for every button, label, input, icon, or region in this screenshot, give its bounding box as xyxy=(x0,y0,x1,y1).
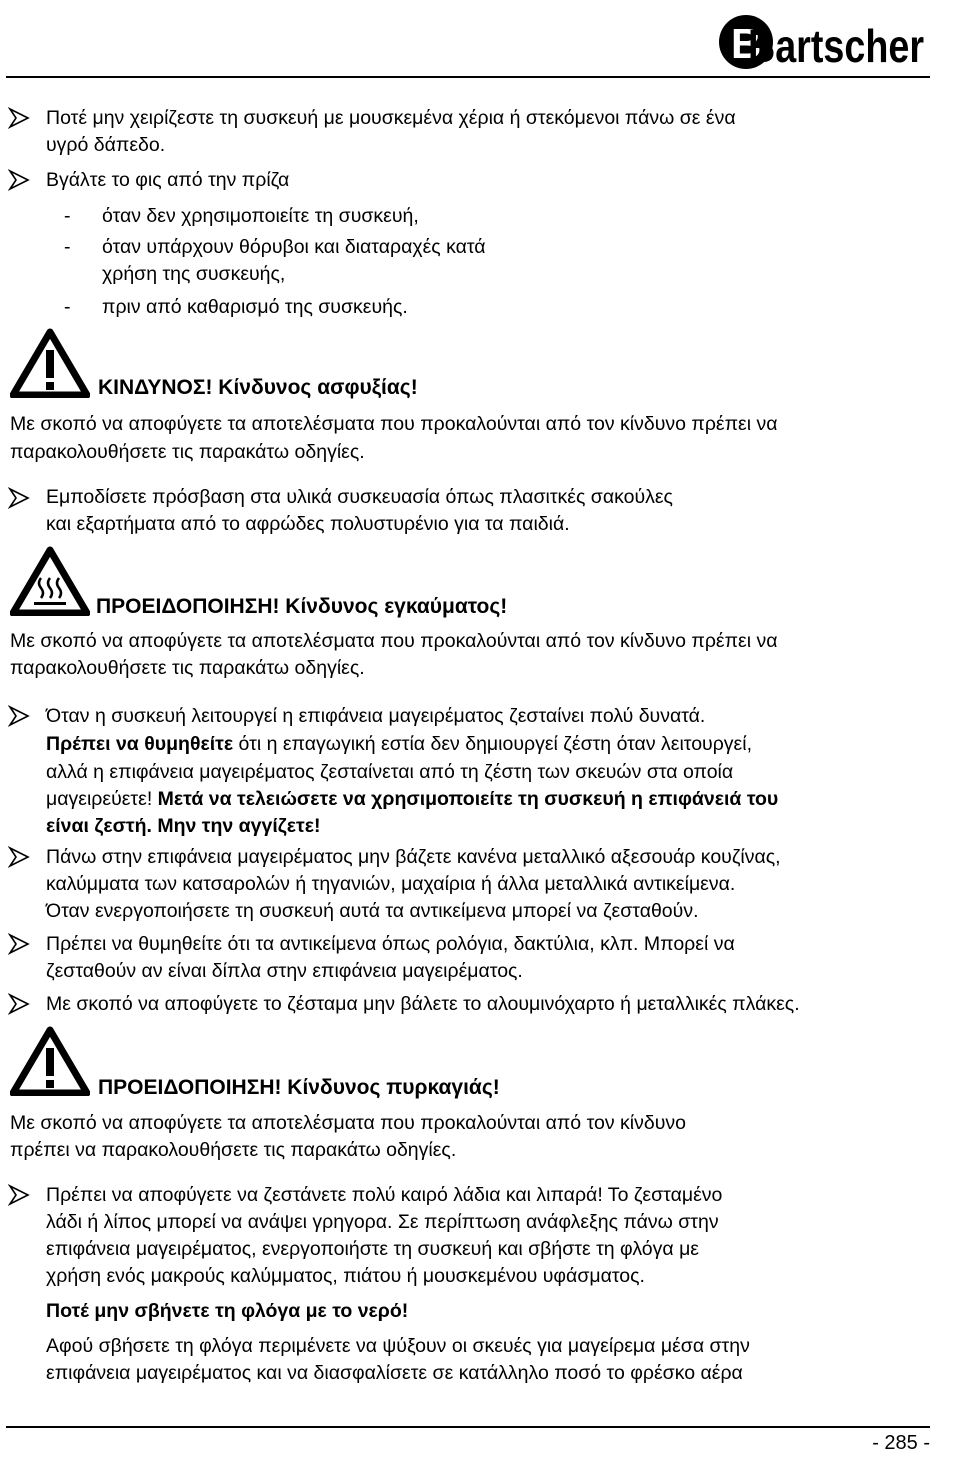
text-line: χρήση της συσκευής, xyxy=(102,263,286,285)
text-line: παρακολουθήσετε τις παρακάτω οδηγίες. xyxy=(10,657,365,679)
dash-marker: - xyxy=(64,296,71,318)
header-rule xyxy=(6,76,930,78)
text-line: Όταν ενεργοποιήσετε τη συσκευή αυτά τα αντικείμενα μπορεί να ζεσταθούν. xyxy=(46,900,699,922)
text-span: μαγειρεύετε! xyxy=(46,788,158,810)
text-line: Αφού σβήσετε τη φλόγα περιμένετε να ψύξουν οι σκευές για μαγείρεμα μέσα στην xyxy=(46,1335,750,1357)
text-line: Πρέπει να αποφύγετε να ζεστάνετε πολύ καιρό λάδια και λιπαρά! Το ζεσταμένο xyxy=(46,1184,723,1206)
text-line xyxy=(46,731,752,758)
text-line: επιφάνεια μαγειρέματος και να διασφαλίσετε σε κατάλληλο ποσό το φρέσκο αέρα xyxy=(46,1362,743,1384)
text-line: υγρό δάπεδο. xyxy=(46,134,166,156)
text-line: Όταν η συσκευή λειτουργεί η επιφάνεια μαγειρέματος ζεσταίνει πολύ δυνατά. xyxy=(46,705,706,727)
text-line: όταν δεν χρησιμοποιείτε τη συσκευή, xyxy=(102,205,419,227)
bold-line: Ποτέ μην σβήνετε τη φλόγα με το νερό! xyxy=(46,1300,409,1322)
text-line: αλλά η επιφάνεια μαγειρέματος ζεσταίνεται από τη ζέστη των σκευών στα οποία xyxy=(46,761,734,783)
text-line: όταν υπάρχουν θόρυβοι και διαταραχές κατά xyxy=(102,236,486,258)
text-line: επιφάνεια μαγειρέματος, ενεργοποιήστε τη συσκευή και σβήστε τη φλόγα με xyxy=(46,1238,700,1260)
bold-line: είναι ζεστή. Μην την αγγίζετε! xyxy=(46,815,321,837)
text-line: ζεσταθούν αν είναι δίπλα στην επιφάνεια μαγειρέματος. xyxy=(46,960,523,982)
text-line: Ποτέ μην χειρίζεστε τη συσκευή με μουσκεμένα χέρια ή στεκόμενοι πάνω σε ένα xyxy=(46,107,736,129)
arrow-bullet-icon xyxy=(8,169,30,191)
text-line: Με σκοπό να αποφύγετε τα αποτελέσματα που προκαλούνται από τον κίνδυνο πρέπει να xyxy=(10,630,778,652)
bold-text: Μετά να τελειώσετε να χρησιμοποιείτε τη συσκευή η επιφάνειά του xyxy=(157,788,779,810)
text-line: παρακολουθήσετε τις παρακάτω οδηγίες. xyxy=(10,441,365,463)
text-line: πρέπει να παρακολουθήσετε τις παρακάτω οδηγίες. xyxy=(10,1139,457,1161)
arrow-bullet-icon xyxy=(8,933,30,955)
text-line xyxy=(46,786,778,813)
arrow-bullet-icon xyxy=(8,846,30,868)
brand-text: Bartscher xyxy=(748,20,924,72)
burn-heading: ΠΡΟΕΙΔΟΠΟΙΗΣΗ! Κίνδυνος εγκαύματος! xyxy=(96,595,508,618)
arrow-bullet-icon xyxy=(8,107,30,129)
text-line: πριν από καθαρισμό της συσκευής. xyxy=(102,296,408,318)
text-line: Εμποδίσετε πρόσβαση στα υλικά συσκευασία όπως πλασιτκές σακούλες xyxy=(46,486,673,508)
arrow-bullet-icon xyxy=(8,705,30,727)
text-line: Πάνω στην επιφάνεια μαγειρέματος μην βάζετε κανένα μεταλλικό αξεσουάρ κουζίνας, xyxy=(46,846,781,868)
text-line: και εξαρτήματα από το αφρώδες πολυστυρένιο για τα παιδιά. xyxy=(46,513,570,535)
text-line: Με σκοπό να αποφύγετε τα αποτελέσματα που προκαλούνται από τον κίνδυνο πρέπει να xyxy=(10,413,778,435)
warning-triangle-icon xyxy=(10,328,90,398)
page-number: - 285 - xyxy=(872,1432,930,1454)
arrow-bullet-icon xyxy=(8,1184,30,1206)
text-line: χρήση ενός μακρούς καλύμματος, πιάτου ή μουσκεμένου υφάσματος. xyxy=(46,1265,645,1287)
fire-heading: ΠΡΟΕΙΔΟΠΟΙΗΣΗ! Κίνδυνος πυρκαγιάς! xyxy=(98,1076,500,1099)
footer-rule xyxy=(6,1426,930,1428)
warning-triangle-icon xyxy=(10,1026,90,1096)
text-line: Πρέπει να θυμηθείτε ότι τα αντικείμενα όπως ρολόγια, δακτύλια, κλπ. Μπορεί να xyxy=(46,933,735,955)
text-line: λάδι ή λίπος μπορεί να ανάψει γρηγορα. Σε περίπτωση ανάφλεξης πάνω στην xyxy=(46,1211,719,1233)
dash-marker: - xyxy=(64,236,71,258)
text-line: καλύμματα των κατσαρολών ή τηγανιών, μαχαίρια ή άλλα μεταλλικά αντικείμενα. xyxy=(46,873,736,895)
dash-marker: - xyxy=(64,205,71,227)
text-line: Με σκοπό να αποφύγετε το ζέσταμα μην βάλετε το αλουμινόχαρτο ή μεταλλικές πλάκες. xyxy=(46,993,800,1015)
arrow-bullet-icon xyxy=(8,993,30,1015)
text-line: Με σκοπό να αποφύγετε τα αποτελέσματα που προκαλούνται από τον κίνδυνο xyxy=(10,1112,686,1134)
bold-text: Πρέπει να θυμηθείτε xyxy=(46,733,234,755)
hot-surface-icon xyxy=(10,546,90,616)
text-span: ότι η επαγωγική εστία δεν δημιουργεί ζέστη όταν λειτουργεί, xyxy=(233,733,752,755)
arrow-bullet-icon xyxy=(8,487,30,509)
svg-text:B: B xyxy=(731,20,762,67)
danger-heading: ΚΙΝΔΥΝΟΣ! Κίνδυνος ασφυξίας! xyxy=(98,376,418,399)
bartscher-logo xyxy=(712,6,924,72)
text-line: Βγάλτε το φις από την πρίζα xyxy=(46,169,290,191)
